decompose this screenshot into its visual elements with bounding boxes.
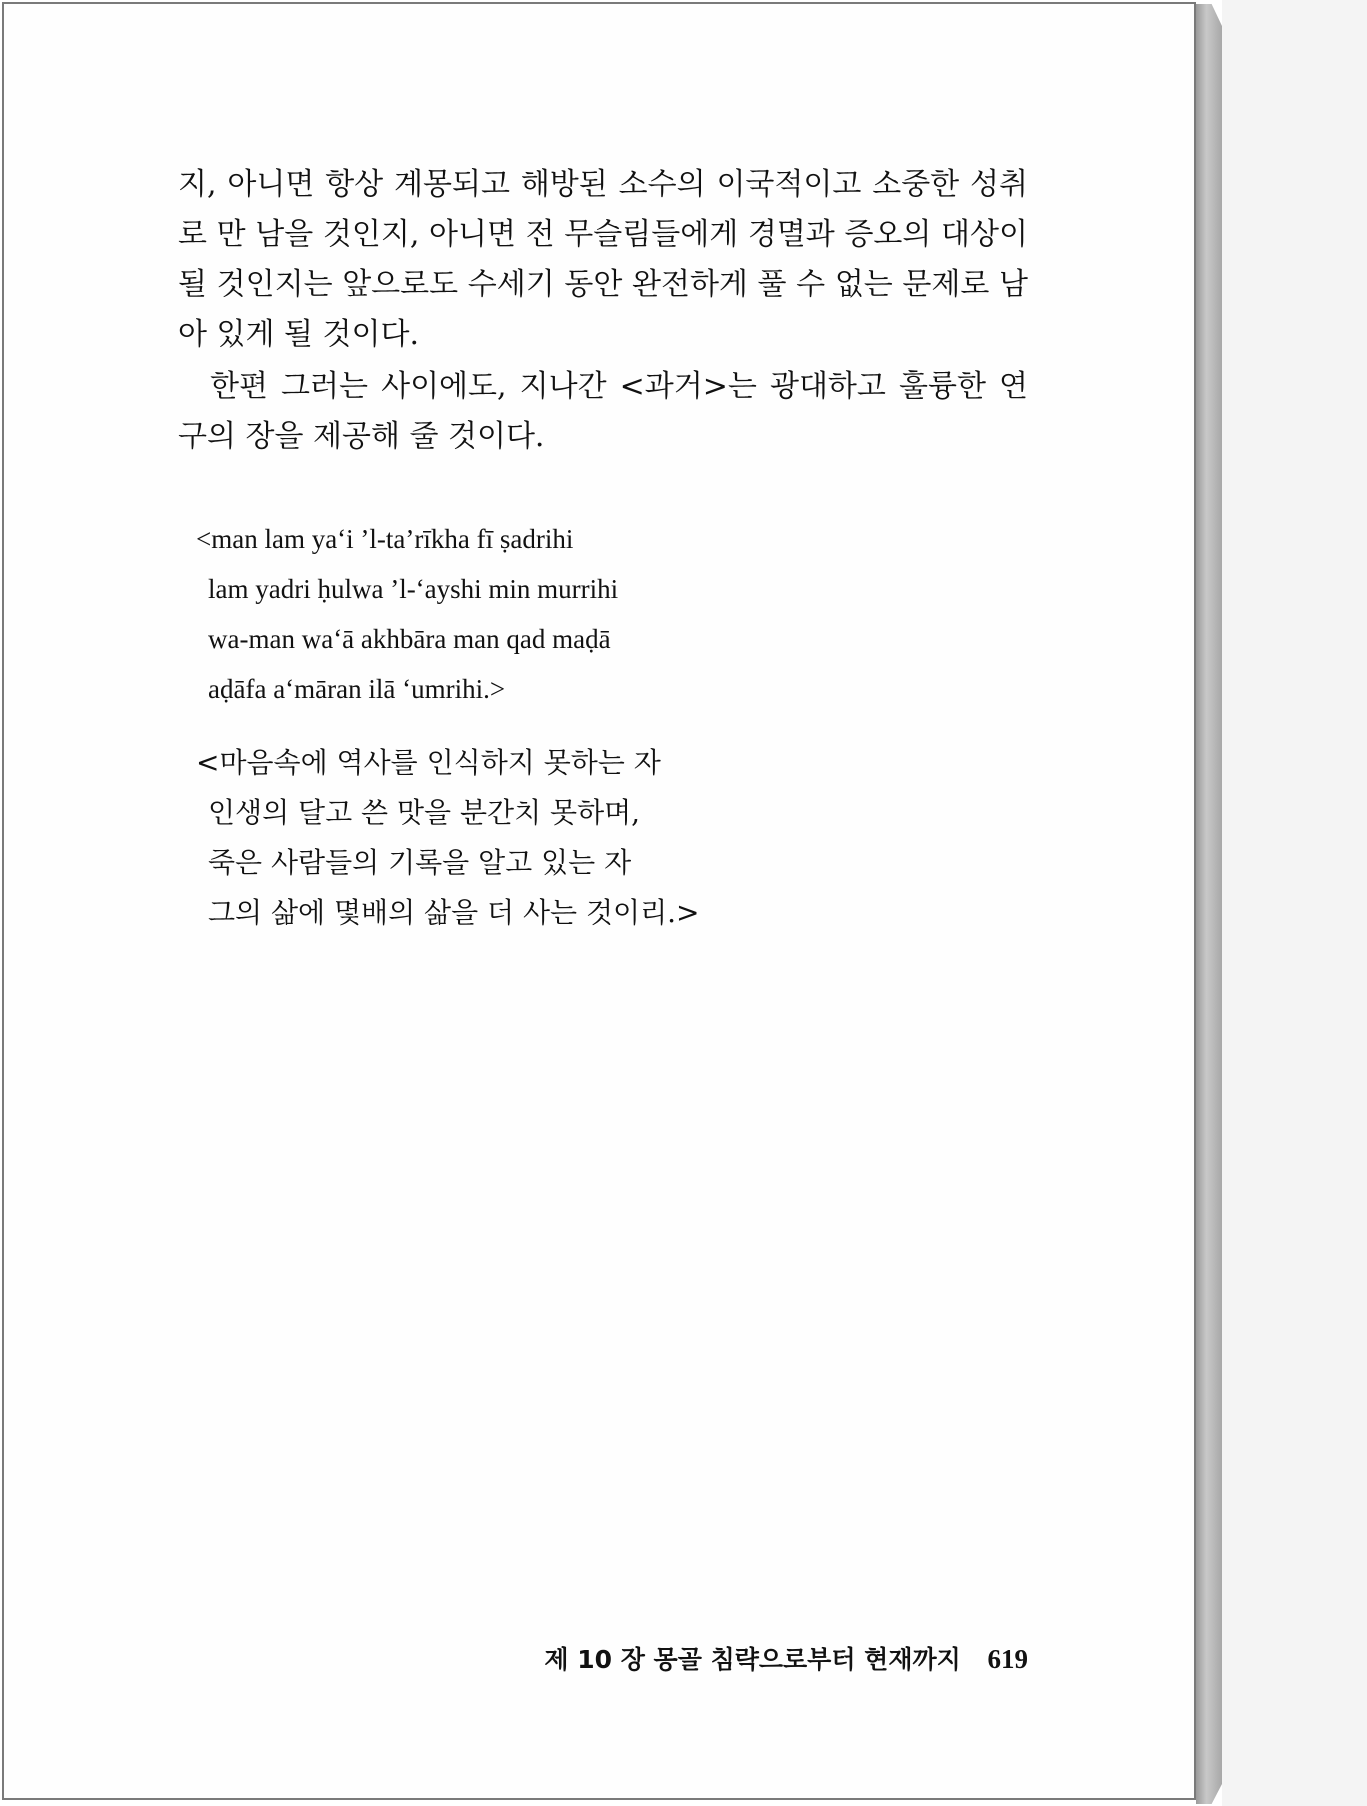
verse-transliteration-line-2: lam yadri ḥulwa ’l-‘ayshi min murrihi	[208, 574, 619, 604]
verse-korean-translation	[196, 738, 700, 938]
verse-transliteration-line-3: wa-man wa‘ā akhbāra man qad maḍā	[208, 624, 611, 654]
book-spine-edge	[1196, 4, 1222, 1804]
verse-transliteration	[196, 514, 618, 714]
page-footer	[530, 1640, 1028, 1676]
background-gutter	[1222, 0, 1367, 1806]
verse-transliteration-line-4: aḍāfa a‘māran ilā ‘umrihi.>	[208, 674, 506, 704]
page-number: 619	[987, 1644, 1028, 1674]
running-head: 제 10 장 몽골 침략으로부터 현재까지	[544, 1645, 961, 1674]
body-paragraph-2: 한편 그러는 사이에도, 지나간 <과거>는 광대하고 훌륭한 연구의 장을 제공해 줄 것이다.	[178, 369, 1028, 454]
body-paragraph-1: 지, 아니면 항상 계몽되고 해방된 소수의 이국적이고 소중한 성취로 만 남을 것인지, 아니면 전 무슬림들에게 경멸과 증오의 대상이 될 것인지는 앞으로도 수세기 동안 완전하게 풀 수 없는 문제로 남아 있게 될 것이다.	[178, 167, 1028, 352]
verse-transliteration-line-1: <man lam ya‘i ’l-ta’rīkha fī ṣadrihi	[196, 524, 574, 554]
verse-korean-line-2: 인생의 달고 쓴 맛을 분간치 못하며,	[208, 796, 641, 829]
verse-korean-line-3: 죽은 사람들의 기록을 알고 있는 자	[208, 846, 632, 879]
verse-korean-line-1: <마음속에 역사를 인식하지 못하는 자	[196, 746, 661, 779]
verse-korean-line-4: 그의 삶에 몇배의 삶을 더 사는 것이리.>	[208, 896, 700, 929]
